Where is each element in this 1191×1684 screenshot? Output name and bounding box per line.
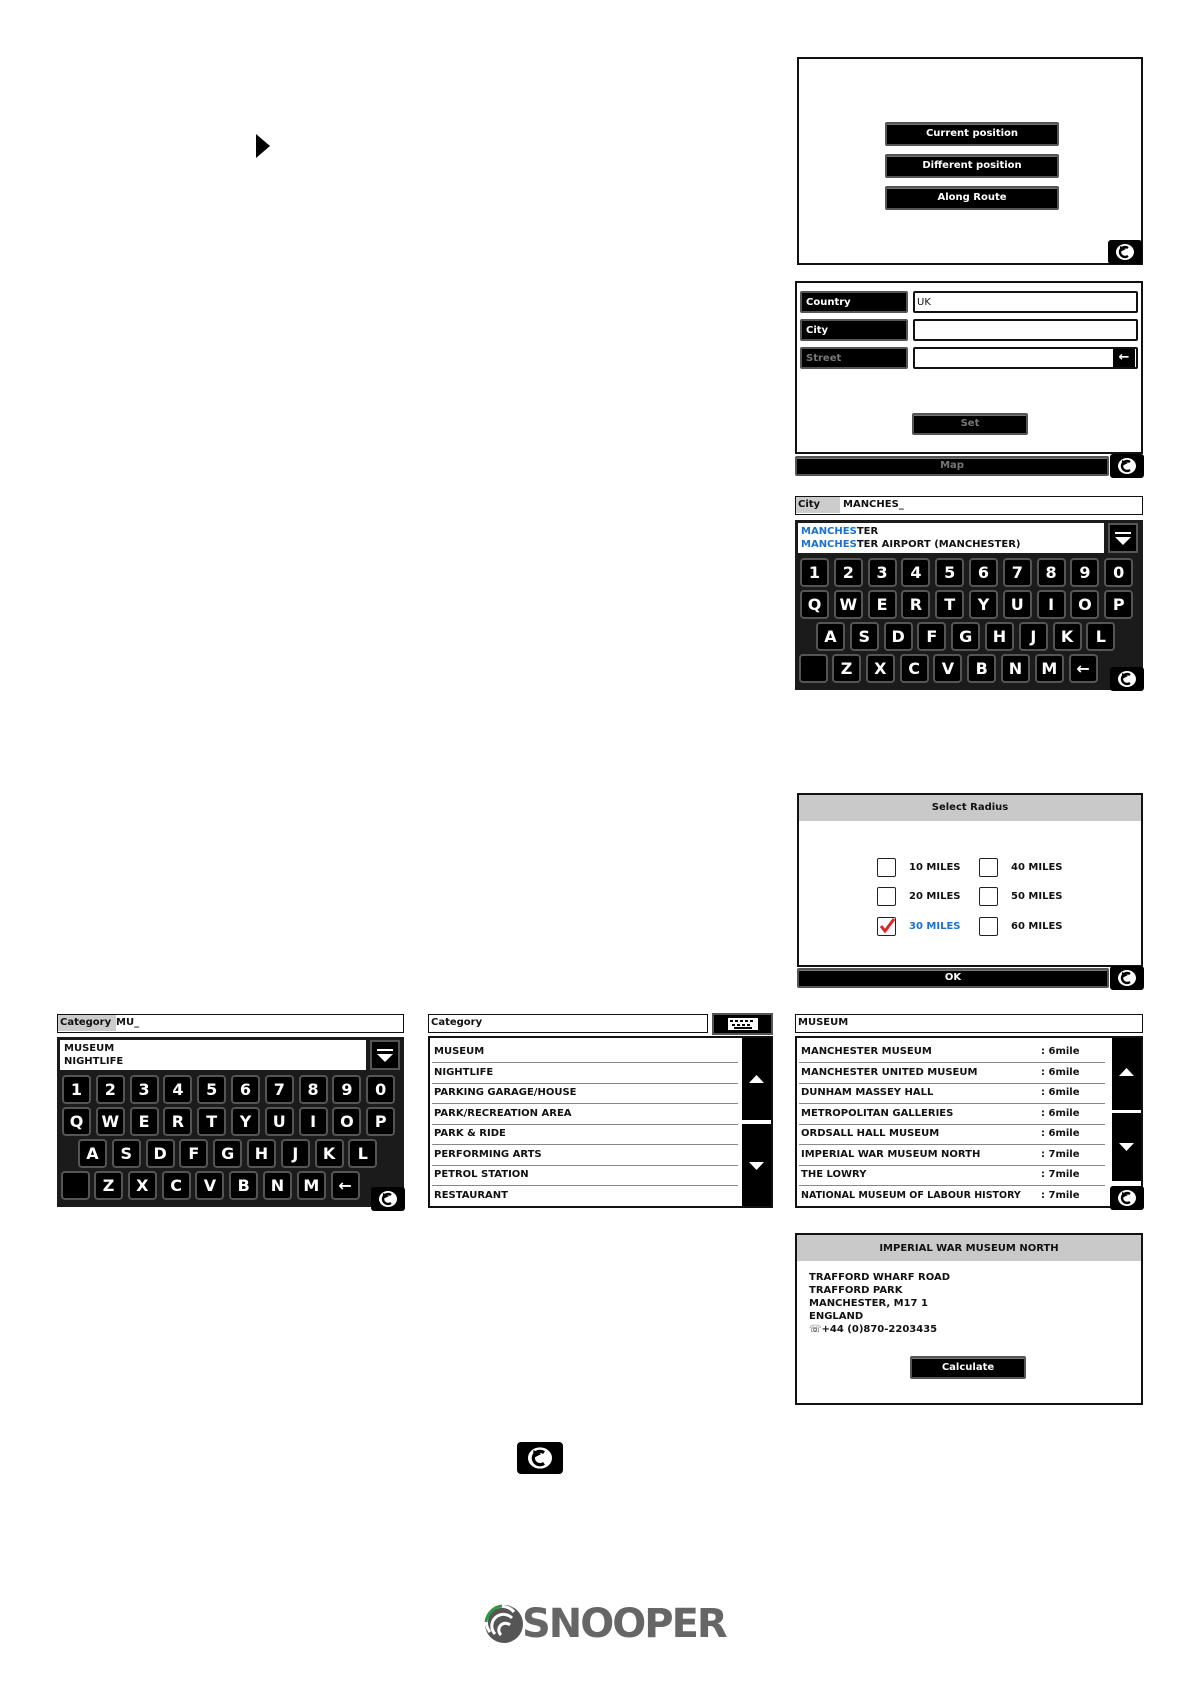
key-e[interactable]: E [868, 590, 897, 619]
list-divider [432, 1185, 738, 1186]
key-5[interactable]: 5 [197, 1075, 226, 1104]
key-m[interactable]: M [297, 1171, 326, 1200]
list-item[interactable]: MUSEUM [64, 1043, 115, 1054]
map-button[interactable]: Map [795, 456, 1109, 476]
key-o[interactable]: O [1070, 590, 1099, 619]
key-7[interactable]: 7 [265, 1075, 294, 1104]
museum-name: DUNHAM MASSEY HALL [801, 1087, 934, 1098]
list-item[interactable]: PARK/RECREATION AREA [434, 1107, 572, 1119]
key-w[interactable]: W [96, 1107, 125, 1136]
category-keyboard-panel [57, 1037, 404, 1207]
back-button[interactable] [1110, 966, 1144, 990]
category-header [428, 1014, 708, 1033]
museum-list [797, 1038, 1107, 1206]
city-search-query[interactable]: MANCHES_ [843, 499, 904, 510]
museum-header [795, 1014, 1143, 1033]
set-button[interactable]: Set [912, 413, 1028, 435]
key-g[interactable]: G [951, 622, 980, 651]
museum-distance: : 6mile [1041, 1107, 1080, 1119]
back-button[interactable] [1110, 667, 1144, 691]
category-search-query[interactable]: MU_ [116, 1017, 140, 1028]
key-z[interactable]: Z [94, 1171, 123, 1200]
city-field[interactable] [913, 319, 1138, 341]
radius-10-checkbox[interactable] [877, 858, 896, 877]
list-item[interactable]: NIGHTLIFE [434, 1066, 494, 1078]
table-row[interactable] [801, 1169, 1101, 1183]
key-y[interactable]: Y [969, 590, 998, 619]
key-9[interactable]: 9 [332, 1075, 361, 1104]
keyboard-blank-key [61, 1171, 90, 1200]
key-a[interactable]: A [78, 1139, 107, 1168]
radius-40-label: 40 MILES [1011, 862, 1063, 873]
museum-distance: : 6mile [1041, 1128, 1080, 1139]
key-g[interactable]: G [213, 1139, 242, 1168]
radius-10-label: 10 MILES [909, 862, 961, 873]
address-line: TRAFFORD PARK [809, 1285, 903, 1296]
arrow-up-icon [1112, 1038, 1141, 1110]
city-search-bar [795, 496, 1143, 515]
key-8[interactable]: 8 [1037, 558, 1066, 587]
museum-distance: : 7mile [1041, 1189, 1080, 1201]
key-n[interactable]: N [1001, 654, 1030, 683]
museum-name: NATIONAL MUSEUM OF LABOUR HISTORY [801, 1189, 1021, 1201]
key-b[interactable]: B [967, 654, 996, 683]
key-3[interactable]: 3 [130, 1075, 159, 1104]
key-4[interactable]: 4 [901, 558, 930, 587]
list-item[interactable]: PERFORMING ARTS [434, 1148, 542, 1160]
key-h[interactable]: H [247, 1139, 276, 1168]
key-p[interactable]: P [1104, 590, 1133, 619]
table-row[interactable] [801, 1046, 1101, 1060]
phone-line [809, 1324, 937, 1335]
key-l[interactable]: L [348, 1139, 377, 1168]
snooper-logo-mark [482, 1602, 526, 1646]
key-0[interactable]: 0 [1104, 558, 1133, 587]
keyboard-icon [714, 1015, 771, 1033]
table-row[interactable] [801, 1108, 1101, 1122]
radius-30-checkbox[interactable] [877, 917, 896, 936]
key-p[interactable]: P [366, 1107, 395, 1136]
key-l[interactable]: L [1086, 622, 1115, 651]
address-line: ENGLAND [809, 1311, 864, 1322]
key-5[interactable]: 5 [935, 558, 964, 587]
radius-60-label: 60 MILES [1011, 921, 1063, 932]
museum-name: THE LOWRY [801, 1169, 867, 1180]
list-item[interactable] [801, 539, 1020, 550]
key-6[interactable]: 6 [231, 1075, 260, 1104]
key-k[interactable]: K [315, 1139, 344, 1168]
key-r[interactable]: R [901, 590, 930, 619]
back-button[interactable] [371, 1187, 405, 1211]
match-text: MANCHES [801, 539, 857, 550]
radius-title-bar: Select Radius [799, 795, 1141, 821]
list-divider [432, 1144, 738, 1145]
table-row[interactable] [801, 1067, 1101, 1081]
ok-button[interactable]: OK [797, 968, 1109, 988]
key-j[interactable]: J [281, 1139, 310, 1168]
category-list-screen [428, 1036, 773, 1208]
category-search-label: Category [58, 1015, 116, 1031]
radius-50-checkbox[interactable] [979, 887, 998, 906]
museum-distance: : 7mile [1041, 1148, 1080, 1160]
category-search-bar [57, 1014, 404, 1033]
key-x[interactable]: X [866, 654, 895, 683]
back-icon [1117, 457, 1137, 475]
address-entry-screen [795, 281, 1143, 454]
city-label: City [800, 319, 908, 341]
key-j[interactable]: J [1019, 622, 1048, 651]
dropdown-icon [372, 1042, 398, 1068]
rest-text: TER [856, 526, 879, 537]
list-divider [432, 1103, 738, 1104]
arrow-down-icon [742, 1124, 771, 1206]
key-9[interactable]: 9 [1070, 558, 1099, 587]
key-f[interactable]: F [179, 1139, 208, 1168]
key-8[interactable]: 8 [299, 1075, 328, 1104]
list-divider [799, 1103, 1105, 1104]
list-divider [799, 1165, 1105, 1166]
key-1[interactable]: 1 [800, 558, 829, 587]
back-icon [1117, 969, 1137, 987]
back-icon [378, 1190, 398, 1208]
list-item[interactable]: MUSEUM [434, 1046, 485, 1057]
key-m[interactable]: M [1035, 654, 1064, 683]
list-item[interactable] [801, 526, 878, 537]
phone-icon: ☏ [809, 1324, 822, 1335]
key-z[interactable]: Z [832, 654, 861, 683]
key-a[interactable]: A [816, 622, 845, 651]
key-h[interactable]: H [985, 622, 1014, 651]
calculate-button[interactable]: Calculate [910, 1356, 1026, 1379]
key-0[interactable]: 0 [366, 1075, 395, 1104]
country-label: Country [800, 291, 908, 313]
list-divider [799, 1144, 1105, 1145]
key-v[interactable]: V [195, 1171, 224, 1200]
key-d[interactable]: D [884, 622, 913, 651]
museum-distance: : 6mile [1041, 1066, 1080, 1078]
category-keyboard [57, 1073, 404, 1207]
select-radius-screen [797, 793, 1143, 967]
key-i[interactable]: I [1037, 590, 1066, 619]
phone-number: +44 (0)870-2203435 [821, 1324, 938, 1335]
list-divider [432, 1165, 738, 1166]
key-w[interactable]: W [834, 590, 863, 619]
key-b[interactable]: B [229, 1171, 258, 1200]
key-o[interactable]: O [332, 1107, 361, 1136]
arrow-right-icon [256, 134, 270, 158]
key-3[interactable]: 3 [868, 558, 897, 587]
list-item[interactable]: PARK & RIDE [434, 1128, 506, 1139]
scroll-down-button[interactable] [1112, 1113, 1141, 1181]
rest-text: TER AIRPORT (MANCHESTER) [856, 539, 1021, 550]
key-t[interactable]: T [935, 590, 964, 619]
list-item[interactable]: NIGHTLIFE [64, 1056, 124, 1067]
street-label: Street [800, 347, 908, 369]
dropdown-button[interactable] [1108, 523, 1138, 553]
address-line: MANCHESTER, M17 1 [809, 1298, 928, 1309]
key-e[interactable]: E [130, 1107, 159, 1136]
snooper-logo [482, 1600, 726, 1650]
radius-20-checkbox[interactable] [877, 887, 896, 906]
key-x[interactable]: X [128, 1171, 157, 1200]
key-1[interactable]: 1 [62, 1075, 91, 1104]
key-u[interactable]: U [1003, 590, 1032, 619]
key-i[interactable]: I [299, 1107, 328, 1136]
list-divider [432, 1062, 738, 1063]
key-7[interactable]: 7 [1003, 558, 1032, 587]
scroll-down-button[interactable] [742, 1124, 771, 1206]
key-2[interactable]: 2 [834, 558, 863, 587]
poi-detail-screen [795, 1233, 1143, 1405]
museum-name: METROPOLITAN GALLERIES [801, 1107, 954, 1119]
museum-distance: : 6mile [1041, 1046, 1080, 1057]
category-results-list [60, 1040, 366, 1070]
back-button[interactable] [1108, 240, 1142, 264]
back-icon [1117, 1189, 1137, 1207]
key-d[interactable]: D [146, 1139, 175, 1168]
snooper-logo-text: SNOOPER [522, 1601, 726, 1647]
museum-name: MANCHESTER UNITED MUSEUM [801, 1066, 978, 1078]
key-s[interactable]: S [850, 622, 879, 651]
list-item[interactable]: RESTAURANT [434, 1189, 508, 1201]
different-position-button[interactable]: Different position [885, 154, 1059, 178]
museum-header-label: MUSEUM [798, 1017, 849, 1028]
keyboard-button[interactable] [712, 1013, 773, 1035]
list-divider [432, 1083, 738, 1084]
city-search-label: City [796, 497, 840, 513]
list-divider [432, 1124, 738, 1125]
backspace-button[interactable]: ← [1113, 349, 1135, 367]
list-divider [799, 1062, 1105, 1063]
current-position-button[interactable]: Current position [885, 122, 1059, 146]
radius-50-label: 50 MILES [1011, 891, 1063, 902]
table-row[interactable] [801, 1087, 1101, 1101]
museum-distance: : 7mile [1041, 1169, 1080, 1180]
key-v[interactable]: V [933, 654, 962, 683]
city-keyboard-panel [795, 520, 1143, 690]
category-list [430, 1038, 740, 1206]
city-keyboard [795, 556, 1143, 690]
back-icon [526, 1446, 554, 1470]
backspace-key[interactable]: ← [1069, 654, 1098, 683]
museum-name: IMPERIAL WAR MUSEUM NORTH [801, 1148, 981, 1160]
address-line: TRAFFORD WHARF ROAD [809, 1272, 951, 1283]
key-4[interactable]: 4 [163, 1075, 192, 1104]
museum-distance: : 6mile [1041, 1087, 1080, 1098]
radius-40-checkbox[interactable] [979, 858, 998, 877]
key-n[interactable]: N [263, 1171, 292, 1200]
key-c[interactable]: C [162, 1171, 191, 1200]
list-item[interactable]: PARKING GARAGE/HOUSE [434, 1087, 577, 1098]
arrow-down-icon [1112, 1113, 1141, 1181]
radius-60-checkbox[interactable] [979, 917, 998, 936]
table-row[interactable] [801, 1128, 1101, 1142]
key-f[interactable]: F [917, 622, 946, 651]
key-y[interactable]: Y [231, 1107, 260, 1136]
back-button[interactable] [1110, 1186, 1144, 1210]
radius-30-label: 30 MILES [909, 921, 961, 932]
list-divider [799, 1083, 1105, 1084]
key-q[interactable]: Q [800, 590, 829, 619]
museum-list-screen [795, 1036, 1143, 1208]
museum-name: ORDSALL HALL MUSEUM [801, 1128, 940, 1139]
position-menu-screen [797, 57, 1143, 265]
city-results-list [798, 523, 1104, 553]
table-row[interactable] [801, 1190, 1101, 1204]
key-q[interactable]: Q [62, 1107, 91, 1136]
back-icon [1117, 670, 1137, 688]
key-k[interactable]: K [1053, 622, 1082, 651]
key-6[interactable]: 6 [969, 558, 998, 587]
key-s[interactable]: S [112, 1139, 141, 1168]
back-button[interactable] [517, 1442, 563, 1474]
scroll-up-button[interactable] [1112, 1038, 1141, 1110]
list-item[interactable]: PETROL STATION [434, 1169, 529, 1180]
table-row[interactable] [801, 1149, 1101, 1163]
check-icon [878, 917, 896, 935]
back-button[interactable] [1110, 454, 1144, 478]
category-header-label: Category [431, 1017, 483, 1028]
dropdown-icon [1110, 525, 1136, 551]
key-c[interactable]: C [900, 654, 929, 683]
keyboard-blank-key [799, 654, 828, 683]
key-t[interactable]: T [197, 1107, 226, 1136]
list-divider [799, 1124, 1105, 1125]
scroll-up-button[interactable] [742, 1038, 771, 1120]
key-u[interactable]: U [265, 1107, 294, 1136]
arrow-up-icon [742, 1038, 771, 1120]
poi-title-bar: IMPERIAL WAR MUSEUM NORTH [797, 1235, 1141, 1261]
museum-name: MANCHESTER MUSEUM [801, 1046, 932, 1057]
radius-20-label: 20 MILES [909, 891, 961, 902]
street-field[interactable] [913, 347, 1138, 369]
match-text: MANCHES [801, 526, 857, 537]
back-icon [1115, 243, 1135, 261]
dropdown-button[interactable] [370, 1040, 400, 1070]
backspace-key[interactable]: ← [331, 1171, 360, 1200]
along-route-button[interactable]: Along Route [885, 186, 1059, 210]
key-2[interactable]: 2 [96, 1075, 125, 1104]
country-field[interactable]: UK [913, 291, 1138, 313]
list-divider [799, 1185, 1105, 1186]
key-r[interactable]: R [163, 1107, 192, 1136]
